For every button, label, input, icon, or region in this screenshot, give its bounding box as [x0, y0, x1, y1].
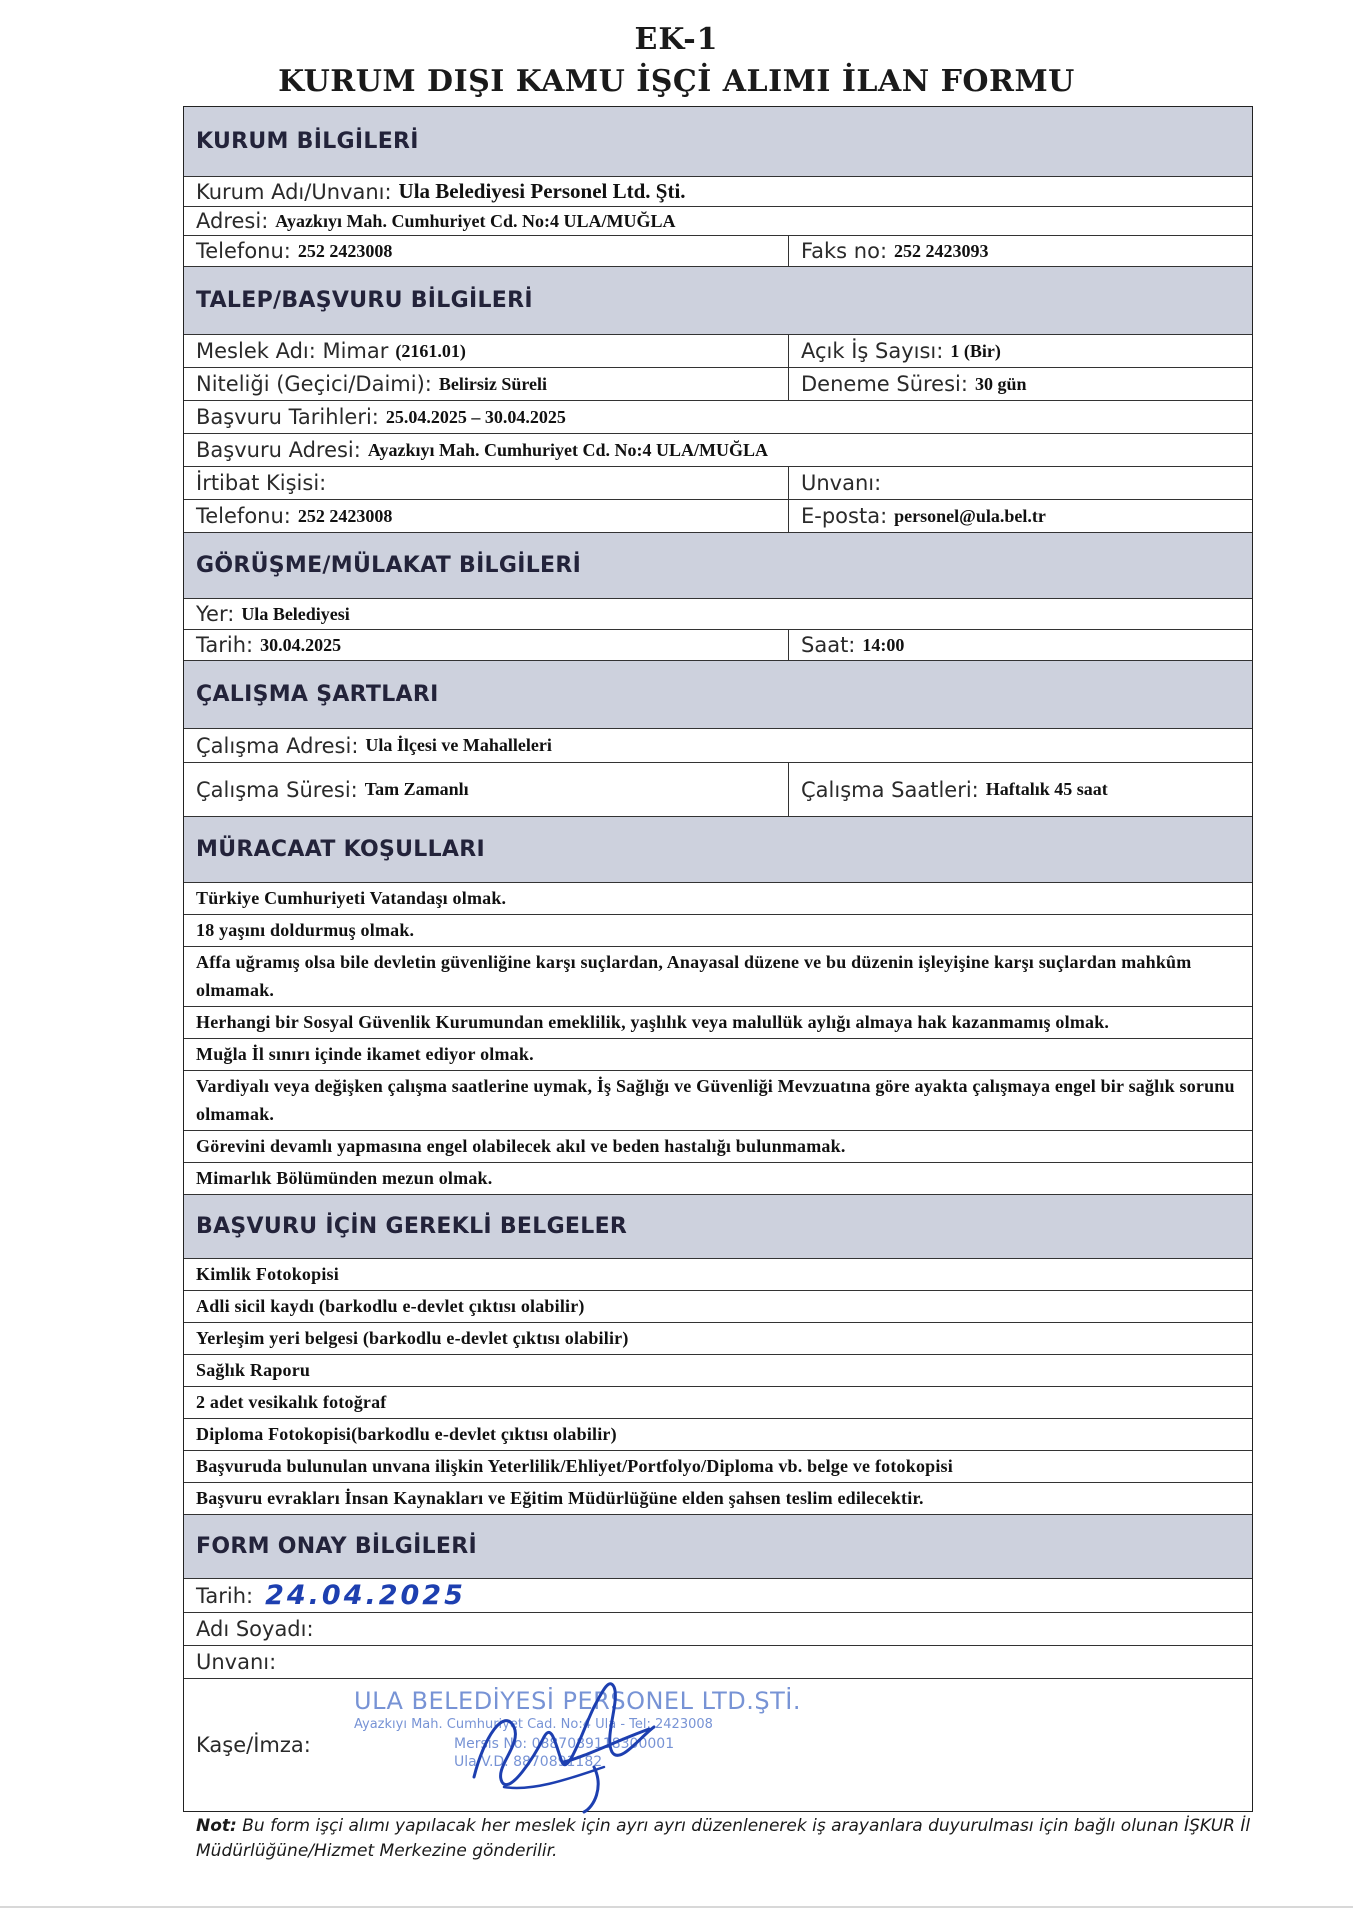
talep-acik-value: 1 (Bir) [950, 340, 1001, 361]
calisma-sure-row [184, 763, 1252, 817]
document-item: Başvuruda bulunulan unvana ilişkin Yeterlilik/Ehliyet/Portfolyo/Diploma vb. belge ve fotokopisi [184, 1451, 1252, 1483]
kurum-phone-value: 252 2423008 [297, 240, 393, 261]
calisma-adres-value: Ula İlçesi ve Mahalleleri [365, 735, 552, 755]
stamp-tax-office: Ula V.D. 8870891182 [454, 1754, 603, 1770]
talep-tel-row [184, 500, 1252, 533]
calisma-saat-cell [789, 763, 1252, 816]
talep-unvan-cell [789, 467, 1252, 499]
gorusme-saat-label: Saat: [801, 633, 856, 657]
talep-deneme-label: Deneme Süresi: [801, 372, 968, 396]
stamp-address: Ayazkıyı Mah. Cumhuriyet Cad. No:4 Ula - Tel: 2423008 [354, 1717, 713, 1732]
onay-adsoyad-row [184, 1613, 1252, 1646]
talep-tarih-row [184, 401, 1252, 434]
condition-item: 18 yaşını doldurmuş olmak. [184, 915, 1252, 947]
talep-nitelik-label: Niteliği (Geçici/Daimi): [196, 372, 432, 396]
handwritten-date: 24.04.2025 [265, 1580, 466, 1611]
talep-tarih-label: Başvuru Tarihleri: [196, 405, 379, 429]
section-talep-header: TALEP/BAŞVURU BİLGİLERİ [184, 267, 1252, 335]
kurum-name-cell [184, 177, 1252, 206]
calisma-sure-label: Çalışma Süresi: [196, 777, 358, 802]
talep-irtibat-label: İrtibat Kişisi: [196, 471, 327, 495]
condition-item: Affa uğramış olsa bile devletin güvenliğine karşı suçlardan, Anayasal düzene ve bu düzenin işleyişine karşı suçlardan mahkûm olmamak. [184, 947, 1252, 1007]
calisma-sure-cell [184, 763, 789, 816]
talep-meslek-row [184, 335, 1252, 368]
kurum-address-value: Ayazkıyı Mah. Cumhuriyet Cd. No:4 ULA/MUĞLA [275, 210, 676, 231]
gorusme-yer-cell [184, 599, 1252, 629]
condition-item: Vardiyalı veya değişken çalışma saatlerine uymak, İş Sağlığı ve Güvenliği Mevzuatına göre ayakta çalışmaya engel bir sağlık sorunu olmamak. [184, 1071, 1252, 1131]
document-item: Sağlık Raporu [184, 1355, 1252, 1387]
document-item: Adli sicil kaydı (barkodlu e-devlet çıktısı olabilir) [184, 1291, 1252, 1323]
talep-unvan-label: Unvanı: [801, 471, 882, 495]
section-gorusme-header: GÖRÜŞME/MÜLAKAT BİLGİLERİ [184, 533, 1252, 599]
calisma-saat-value: Haftalık 45 saat [985, 779, 1108, 799]
calisma-sure-value: Tam Zamanlı [364, 779, 469, 799]
talep-tel-cell [184, 500, 789, 532]
talep-deneme-cell [789, 368, 1252, 400]
document-item: 2 adet vesikalık fotoğraf [184, 1387, 1252, 1419]
condition-item: Muğla İl sınırı içinde ikamet ediyor olmak. [184, 1039, 1252, 1071]
note-label: Not: [196, 1816, 237, 1836]
section-onay-header: FORM ONAY BİLGİLERİ [184, 1515, 1252, 1579]
talep-adres-value: Ayazkıyı Mah. Cumhuriyet Cd. No:4 ULA/MUĞLA [367, 439, 769, 460]
footer-divider [0, 1906, 1353, 1908]
kurum-address-row [184, 207, 1252, 236]
gorusme-tarih-row [184, 630, 1252, 661]
kurum-phone-label: Telefonu: [196, 239, 291, 263]
talep-nitelik-cell [184, 368, 789, 400]
talep-tarih-value: 25.04.2025 – 30.04.2025 [385, 406, 566, 427]
onay-adsoyad-cell [184, 1613, 1252, 1645]
talep-nitelik-value: Belirsiz Süreli [438, 373, 548, 394]
talep-meslek-value: (2161.01) [395, 340, 466, 361]
onay-tarih-cell [184, 1579, 1252, 1612]
talep-eposta-value: personel@ula.bel.tr [894, 505, 1046, 526]
signature-icon [444, 1667, 704, 1817]
talep-deneme-value: 30 gün [974, 373, 1027, 394]
kurum-fax-label: Faks no: [801, 239, 888, 263]
kurum-phone-row [184, 236, 1252, 267]
announcement-form [183, 106, 1253, 1812]
onay-kase-row [184, 1679, 1252, 1811]
form-note [196, 1814, 1266, 1864]
kurum-name-value: Ula Belediyesi Personel Ltd. Şti. [398, 179, 686, 203]
stamp-title: ULA BELEDİYESİ PERSONEL LTD.ŞTİ. [354, 1687, 802, 1715]
kurum-name-label: Kurum Adı/Unvanı: [196, 179, 392, 204]
calisma-adres-label: Çalışma Adresi: [196, 733, 359, 758]
gorusme-tarih-value: 30.04.2025 [260, 634, 342, 655]
gorusme-tarih-label: Tarih: [196, 633, 254, 657]
talep-meslek-label: Meslek Adı: Mimar [196, 339, 389, 363]
form-title: KURUM DIŞI KAMU İŞÇİ ALIMI İLAN FORMU [278, 64, 1075, 99]
gorusme-tarih-cell [184, 630, 789, 660]
onay-kase-label: Kaşe/İmza: [196, 1733, 311, 1757]
gorusme-yer-label: Yer: [196, 602, 235, 626]
condition-item: Türkiye Cumhuriyeti Vatandaşı olmak. [184, 883, 1252, 915]
talep-nitelik-row [184, 368, 1252, 401]
gorusme-yer-value: Ula Belediyesi [241, 603, 350, 624]
condition-item: Herhangi bir Sosyal Güvenlik Kurumundan emeklilik, yaşlılık veya malullük aylığı almaya hak kazanmamış olmak. [184, 1007, 1252, 1039]
onay-unvan-label: Unvanı: [196, 1650, 277, 1674]
stamp-mersis: Mersis No: 0887089118300001 [454, 1736, 675, 1752]
section-calisma-header: ÇALIŞMA ŞARTLARI [184, 661, 1252, 729]
kurum-name-row [184, 177, 1252, 207]
document-item: Yerleşim yeri belgesi (barkodlu e-devlet çıktısı olabilir) [184, 1323, 1252, 1355]
gorusme-yer-row [184, 599, 1252, 630]
onay-tarih-row [184, 1579, 1252, 1613]
talep-irtibat-row [184, 467, 1252, 500]
kurum-address-label: Adresi: [196, 209, 269, 233]
onay-adsoyad-label: Adı Soyadı: [196, 1617, 314, 1641]
document-item: Kimlik Fotokopisi [184, 1259, 1252, 1291]
talep-acik-label: Açık İş Sayısı: [801, 339, 944, 363]
gorusme-saat-cell [789, 630, 1252, 660]
talep-acik-cell [789, 335, 1252, 367]
onay-tarih-label: Tarih: [196, 1583, 254, 1608]
calisma-adres-cell [184, 729, 1252, 762]
onay-unvan-cell [184, 1646, 1252, 1678]
calisma-saat-label: Çalışma Saatleri: [801, 777, 979, 802]
kurum-phone-cell [184, 236, 789, 266]
kurum-fax-cell [789, 236, 1252, 266]
talep-eposta-label: E-posta: [801, 504, 888, 528]
talep-adres-label: Başvuru Adresi: [196, 438, 361, 462]
onay-unvan-row [184, 1646, 1252, 1679]
talep-meslek-cell [184, 335, 789, 367]
calisma-adres-row [184, 729, 1252, 763]
document-item: Diploma Fotokopisi(barkodlu e-devlet çıktısı olabilir) [184, 1419, 1252, 1451]
talep-eposta-cell [789, 500, 1252, 532]
condition-item: Görevini devamlı yapmasına engel olabilecek akıl ve beden hastalığı bulunmamak. [184, 1131, 1252, 1163]
kurum-address-cell [184, 207, 1252, 235]
form-code: EK-1 [634, 22, 719, 57]
talep-tel-label: Telefonu: [196, 504, 291, 528]
section-kurum-header: KURUM BİLGİLERİ [184, 107, 1252, 177]
talep-tel-value: 252 2423008 [297, 505, 393, 526]
condition-item: Mimarlık Bölümünden mezun olmak. [184, 1163, 1252, 1195]
talep-adres-cell [184, 434, 1252, 466]
kurum-fax-value: 252 2423093 [894, 240, 989, 261]
document-item: Başvuru evrakları İnsan Kaynakları ve Eğitim Müdürlüğüne elden şahsen teslim edilecektir. [184, 1483, 1252, 1515]
gorusme-saat-value: 14:00 [862, 634, 905, 655]
talep-irtibat-cell [184, 467, 789, 499]
talep-adres-row [184, 434, 1252, 467]
section-muracaat-header: MÜRACAAT KOŞULLARI [184, 817, 1252, 883]
section-belgeler-header: BAŞVURU İÇİN GEREKLİ BELGELER [184, 1195, 1252, 1259]
talep-tarih-cell [184, 401, 1252, 433]
note-text: Bu form işçi alımı yapılacak her meslek için ayrı ayrı düzenlenerek iş arayanlara duyurulması için bağlı olunan İŞKUR İl Müdürlüğüne/Hizmet Merkezine gönderilir. [196, 1816, 1251, 1861]
